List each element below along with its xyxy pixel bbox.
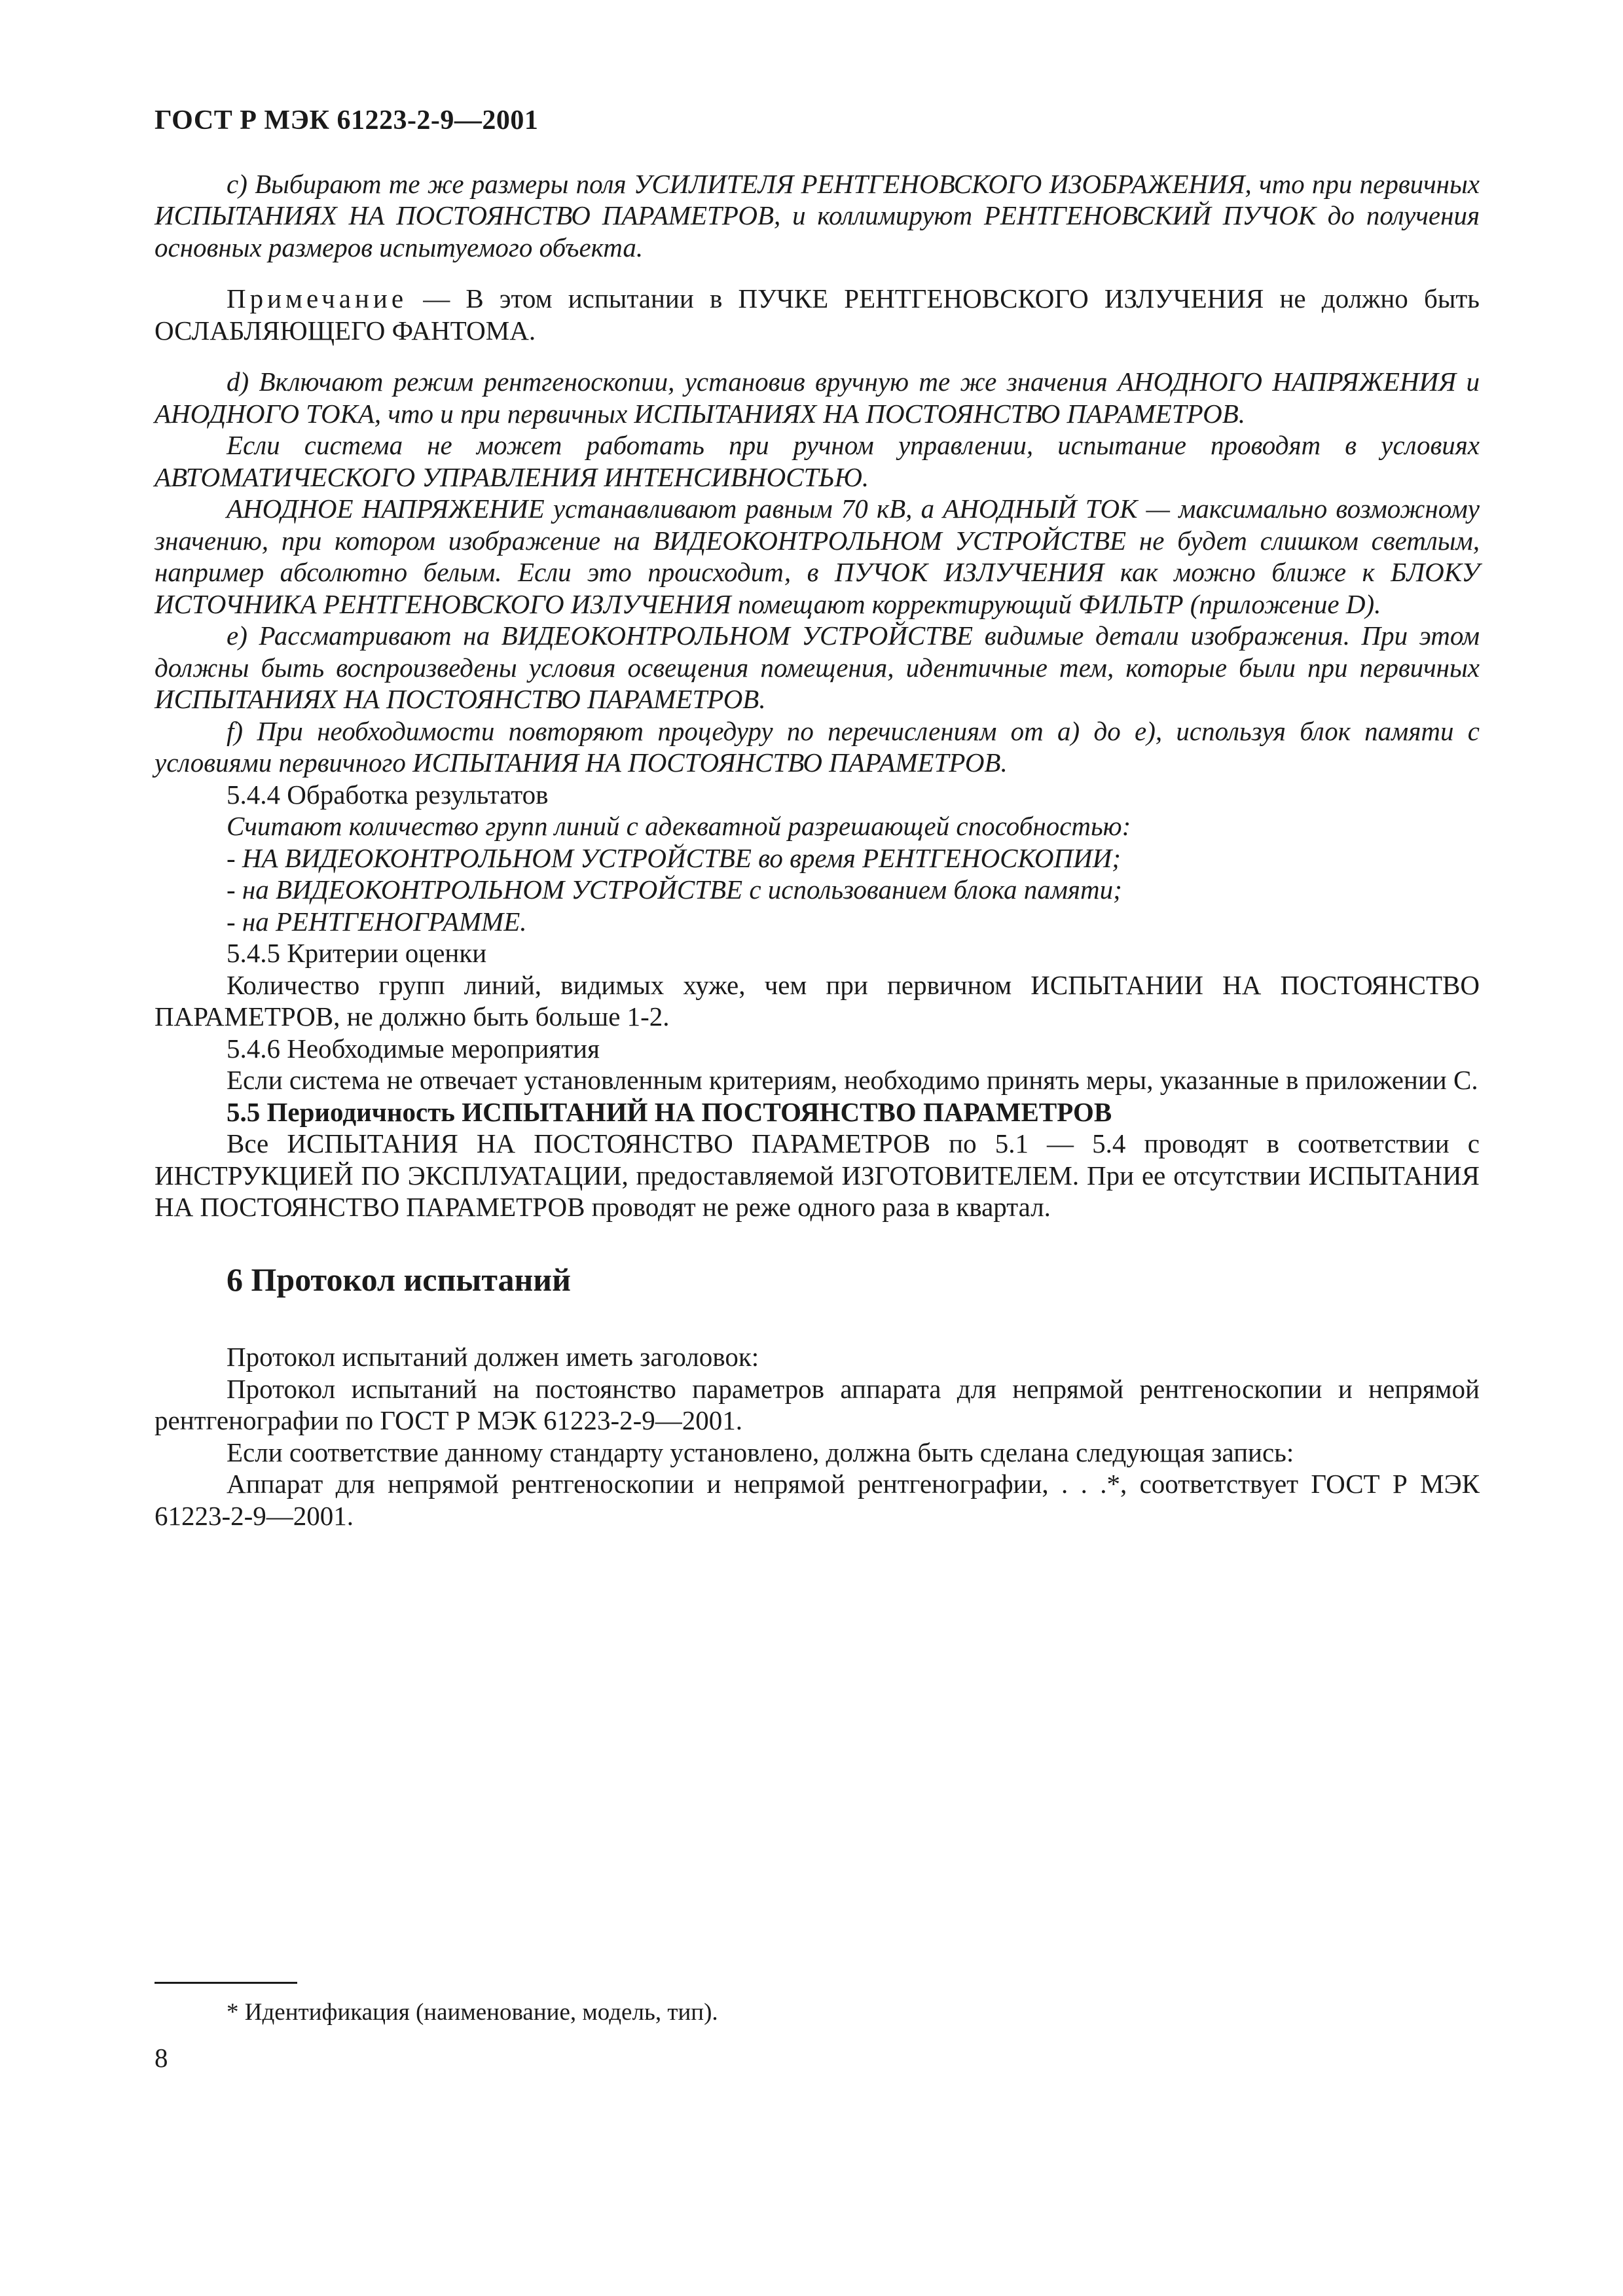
paragraph-c: c) Выбирают те же размеры поля УСИЛИТЕЛЯ РЕНТГЕНОВСКОГО ИЗОБРАЖЕНИЯ, что при первичных ИСПЫТАНИЯХ НА ПОСТОЯНСТВО ПАРАМЕТРОВ, и коллимируют РЕНТГЕНОВСКИЙ ПУЧОК до получения основных размеров испытуемого объекта. [155, 168, 1480, 262]
section-6-paragraph: Если соответствие данному стандарту установлено, должна быть сделана следующая запись: [227, 1437, 1294, 1467]
section-6-title: 6 Протокол испытаний [227, 1261, 571, 1298]
paragraph-f: f) При необходимости повторяют процедуру по перечислениям от a) до e), используя блок памяти с условиями первичного ИСПЫТАНИЯ НА ПОСТОЯНСТВО ПАРАМЕТРОВ. [155, 715, 1480, 778]
footnote-divider [155, 1982, 297, 1984]
document-header: ГОСТ Р МЭК 61223-2-9—2001 [155, 105, 539, 135]
list-item: - на РЕНТГЕНОГРАММЕ. [227, 906, 527, 937]
paragraph-e: e) Рассматривают на ВИДЕОКОНТРОЛЬНОМ УСТРОЙСТВЕ видимые детали изображения. При этом должны быть воспроизведены условия освещения помещения, идентичные тем, которые были при первичных ИСПЫТАНИЯХ НА ПОСТОЯНСТВО ПАРАМЕТРОВ. [155, 620, 1480, 714]
count-paragraph: Считают количество групп линий с адекватной разрешающей способностью: [227, 811, 1131, 841]
periodicity-paragraph: Все ИСПЫТАНИЯ НА ПОСТОЯНСТВО ПАРАМЕТРОВ по 5.1 — 5.4 проводят в соответствии с ИНСТРУКЦИЕЙ ПО ЭКСПЛУАТАЦИИ, предоставляемой ИЗГОТОВИТЕЛЕМ. При ее отсутствии ИСПЫТАНИЯ НА ПОСТОЯНСТВО ПАРАМЕТРОВ проводят не реже одного раза в квартал. [155, 1128, 1480, 1222]
note-label: Примечание [227, 283, 408, 314]
section-5-5-heading: 5.5 Периодичность ИСПЫТАНИЙ НА ПОСТОЯНСТВО ПАРАМЕТРОВ [227, 1096, 1112, 1127]
section-6-paragraph: Протокол испытаний должен иметь заголовок: [227, 1342, 759, 1372]
paragraph-d2: Если система не может работать при ручном управлении, испытание проводят в условиях АВТОМАТИЧЕСКОГО УПРАВЛЕНИЯ ИНТЕНСИВНОСТЬЮ. [155, 430, 1480, 492]
document-page [155, 105, 1480, 1532]
list-item: - НА ВИДЕОКОНТРОЛЬНОМ УСТРОЙСТВЕ во время РЕНТГЕНОСКОПИИ; [227, 842, 1121, 873]
section-6-paragraph: Протокол испытаний на постоянство параметров аппарата для непрямой рентгеноскопии и непрямой рентгенографии по ГОСТ Р МЭК 61223-2-9—2001. [155, 1373, 1480, 1435]
section-6-paragraph: Аппарат для непрямой рентгеноскопии и непрямой рентгенографии, . . .*, соответствует ГОСТ Р МЭК 61223-2-9—2001. [155, 1469, 1480, 1531]
section-5-4-5-heading: 5.4.5 Критерии оценки [227, 938, 487, 968]
paragraph-d: d) Включают режим рентгеноскопии, установив вручную те же значения АНОДНОГО НАПРЯЖЕНИЯ и АНОДНОГО ТОКА, что и при первичных ИСПЫТАНИЯХ НА ПОСТОЯНСТВО ПАРАМЕТРОВ. [155, 367, 1480, 429]
page-number: 8 [155, 2043, 168, 2073]
criteria-paragraph: Количество групп линий, видимых хуже, чем при первичном ИСПЫТАНИИ НА ПОСТОЯНСТВО ПАРАМЕТРОВ, не должно быть больше 1-2. [155, 969, 1480, 1031]
note-paragraph [155, 283, 1480, 346]
list-item: - на ВИДЕОКОНТРОЛЬНОМ УСТРОЙСТВЕ с использованием блока памяти; [227, 874, 1122, 905]
measures-paragraph: Если система не отвечает установленным критериям, необходимо принять меры, указанные в приложении С. [227, 1065, 1478, 1095]
section-5-4-6-heading: 5.4.6 Необходимые мероприятия [227, 1033, 600, 1064]
section-5-4-4-heading: 5.4.4 Обработка результатов [227, 779, 549, 810]
footnote: * Идентификация (наименование, модель, тип). [227, 1999, 718, 2026]
paragraph-d3: АНОДНОЕ НАПРЯЖЕНИЕ устанавливают равным 70 кВ, а АНОДНЫЙ ТОК — максимально возможному значению, при котором изображение на ВИДЕОКОНТРОЛЬНОМ УСТРОЙСТВЕ не будет слишком светлым, например абсолютно белым. Если это происходит, в ПУЧОК ИЗЛУЧЕНИЯ как можно ближе к БЛОКУ ИСТОЧНИКА РЕНТГЕНОВСКОГО ИЗЛУЧЕНИЯ помещают корректирующий ФИЛЬТР (приложение D). [155, 493, 1480, 619]
note-text: — В этом испытании в ПУЧКЕ РЕНТГЕНОВСКОГО ИЗЛУЧЕНИЯ не должно быть ОСЛАБЛЯЮЩЕГО ФАНТОМА. [155, 283, 1480, 346]
